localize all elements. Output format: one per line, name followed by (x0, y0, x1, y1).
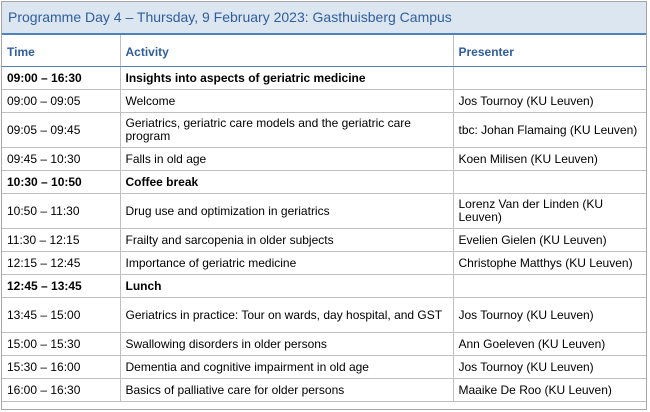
cell-presenter: Koen Milisen (KU Leuven) (453, 148, 646, 171)
table-row (2, 67, 646, 90)
programme-title: Programme Day 4 – Thursday, 9 February 2023: Gasthuisberg Campus (2, 2, 646, 35)
cell-presenter: Maaike De Roo (KU Leuven) (453, 379, 646, 402)
cell-presenter (453, 67, 646, 90)
table-row (2, 194, 646, 229)
cell-presenter (453, 275, 646, 298)
table-row (2, 275, 646, 298)
header-time: Time (2, 35, 120, 67)
cell-time: 12:15 – 12:45 (2, 252, 120, 275)
cell-time: 10:30 – 10:50 (2, 171, 120, 194)
cell-activity: Dementia and cognitive impairment in old age (120, 356, 453, 379)
cell-presenter (453, 171, 646, 194)
table-row (2, 148, 646, 171)
cell-time: 09:05 – 09:45 (2, 113, 120, 148)
cell-presenter: Jos Tournoy (KU Leuven) (453, 298, 646, 333)
programme-table-frame (1, 1, 647, 410)
cell-activity: Drug use and optimization in geriatrics (120, 194, 453, 229)
cell-presenter: Ann Goeleven (KU Leuven) (453, 333, 646, 356)
cell-presenter: tbc: Johan Flamaing (KU Leuven) (453, 113, 646, 148)
cell-activity: Insights into aspects of geriatric medicine (120, 67, 453, 90)
cell-presenter: Lorenz Van der Linden (KU Leuven) (453, 194, 646, 229)
cell-time: 10:50 – 11:30 (2, 194, 120, 229)
cell-time: 11:30 – 12:15 (2, 229, 120, 252)
cell-time: 13:45 – 15:00 (2, 298, 120, 333)
cell-time: 15:00 – 15:30 (2, 333, 120, 356)
cell-time: 09:00 – 16:30 (2, 67, 120, 90)
table-row (2, 356, 646, 379)
cell-activity: Lunch (120, 275, 453, 298)
cell-presenter: Jos Tournoy (KU Leuven) (453, 356, 646, 379)
cell-activity: Frailty and sarcopenia in older subjects (120, 229, 453, 252)
cell-activity: Basics of palliative care for older persons (120, 379, 453, 402)
cell-activity: Geriatrics in practice: Tour on wards, day hospital, and GST (120, 298, 453, 333)
cell-presenter: Christophe Matthys (KU Leuven) (453, 252, 646, 275)
cell-time: 15:30 – 16:00 (2, 356, 120, 379)
cell-activity: Swallowing disorders in older persons (120, 333, 453, 356)
cell-activity: Falls in old age (120, 148, 453, 171)
cell-presenter: Jos Tournoy (KU Leuven) (453, 90, 646, 113)
cell-time: 12:45 – 13:45 (2, 275, 120, 298)
table-row (2, 379, 646, 402)
table-row (2, 252, 646, 275)
header-presenter: Presenter (453, 35, 646, 67)
table-row (2, 298, 646, 333)
table-row (2, 171, 646, 194)
cell-time: 09:00 – 09:05 (2, 90, 120, 113)
table-row (2, 333, 646, 356)
table-row (2, 90, 646, 113)
cell-presenter: Evelien Gielen (KU Leuven) (453, 229, 646, 252)
header-activity: Activity (120, 35, 453, 67)
cell-activity: Welcome (120, 90, 453, 113)
cell-activity: Importance of geriatric medicine (120, 252, 453, 275)
table-row (2, 229, 646, 252)
cell-activity: Coffee break (120, 171, 453, 194)
cell-time: 09:45 – 10:30 (2, 148, 120, 171)
cell-time: 16:00 – 16:30 (2, 379, 120, 402)
programme-table (2, 35, 646, 402)
cell-activity: Geriatrics, geriatric care models and the geriatric care program (120, 113, 453, 148)
table-row (2, 113, 646, 148)
header-row (2, 35, 646, 67)
